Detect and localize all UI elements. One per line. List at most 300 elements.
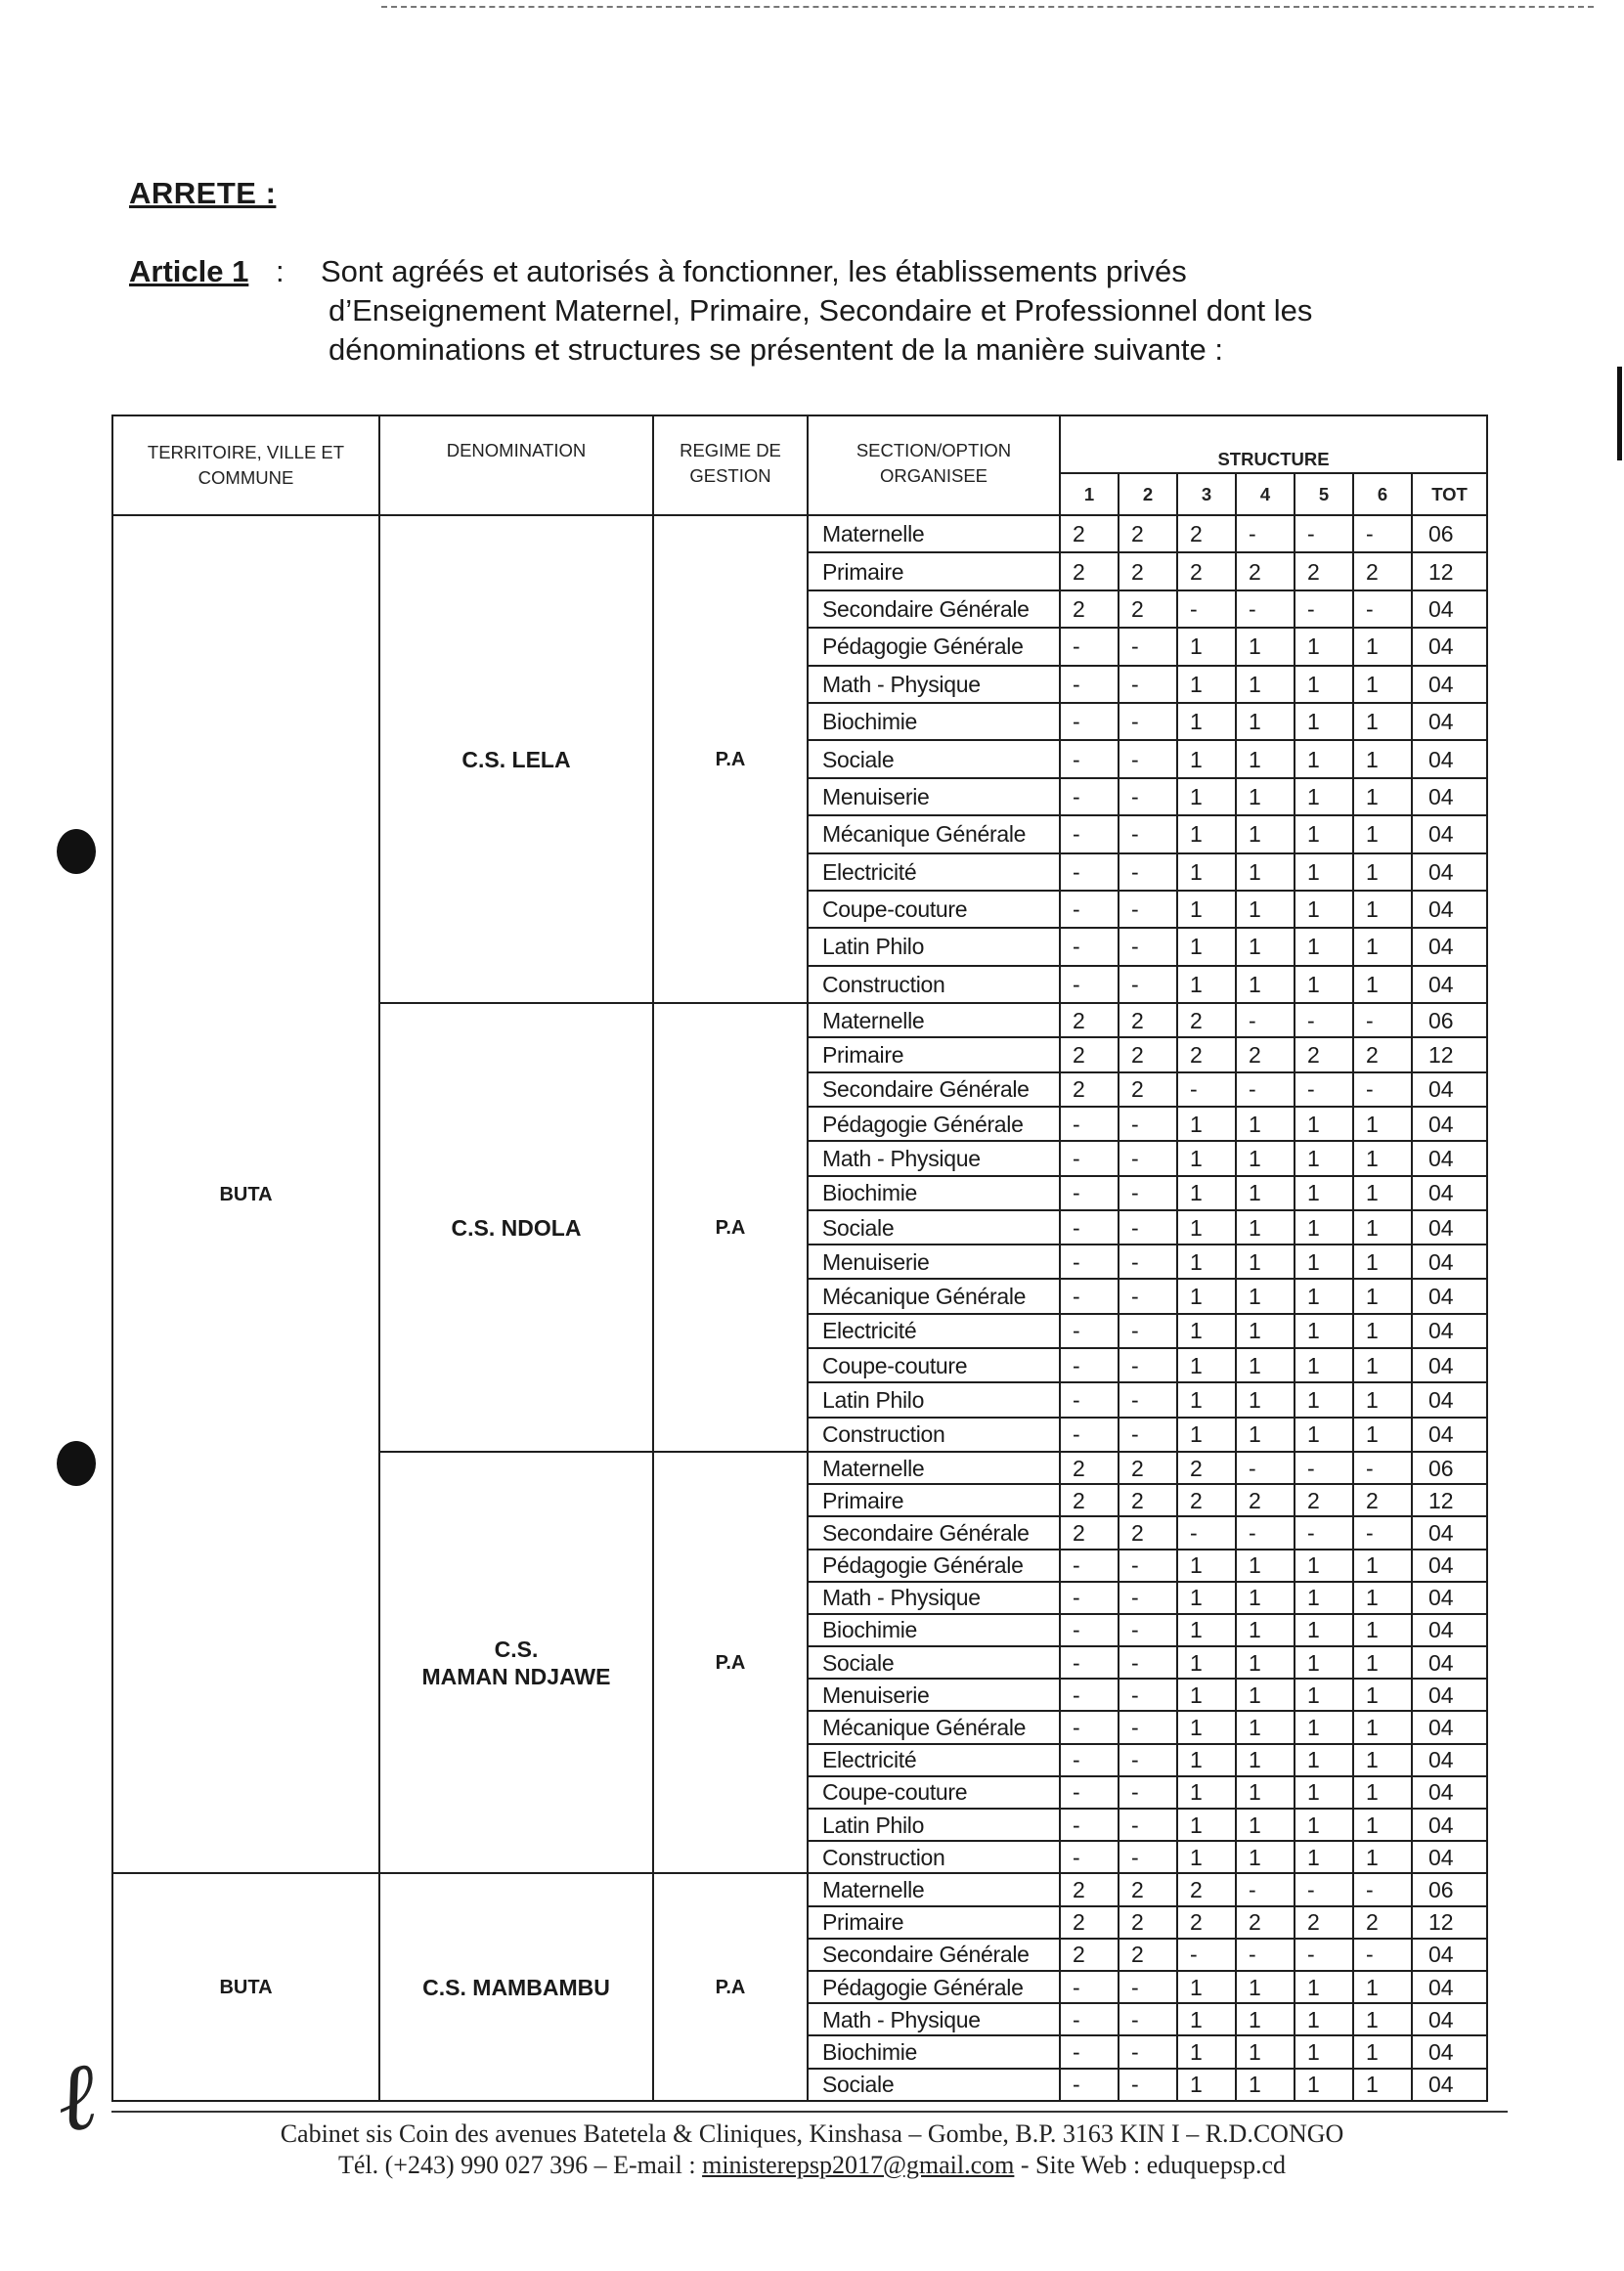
header-col-3: 3 <box>1177 473 1236 515</box>
total-cell: 06 <box>1412 1003 1487 1037</box>
structure-cell: 1 <box>1353 1614 1412 1646</box>
structure-cell: 1 <box>1353 1550 1412 1582</box>
structure-cell: - <box>1177 1516 1236 1549</box>
total-cell: 04 <box>1412 1971 1487 2003</box>
structure-cell: - <box>1119 1971 1177 2003</box>
structure-cell: 1 <box>1295 815 1353 852</box>
section-cell: Primaire <box>808 1906 1060 1939</box>
structure-cell: 1 <box>1177 1107 1236 1141</box>
section-cell: Latin Philo <box>808 928 1060 965</box>
structure-cell: - <box>1060 1382 1119 1417</box>
total-cell: 04 <box>1412 1176 1487 1210</box>
structure-cell: 1 <box>1295 928 1353 965</box>
structure-cell: 2 <box>1060 1873 1119 1905</box>
structure-cell: 1 <box>1177 1245 1236 1279</box>
total-cell: 04 <box>1412 1744 1487 1776</box>
structure-cell: 1 <box>1236 1776 1295 1809</box>
total-cell: 04 <box>1412 1679 1487 1711</box>
structure-cell: 1 <box>1236 740 1295 777</box>
structure-cell: - <box>1236 515 1295 552</box>
structure-cell: 2 <box>1060 1484 1119 1516</box>
structure-cell: 1 <box>1353 1279 1412 1313</box>
total-cell: 04 <box>1412 1245 1487 1279</box>
structure-cell: 1 <box>1236 928 1295 965</box>
header-regime: REGIME DE GESTION <box>653 415 808 515</box>
structure-cell: - <box>1060 628 1119 665</box>
structure-cell: 1 <box>1177 1614 1236 1646</box>
section-cell: Latin Philo <box>808 1809 1060 1841</box>
structure-cell: 1 <box>1177 778 1236 815</box>
structure-cell: - <box>1353 1939 1412 1971</box>
structure-cell: - <box>1119 1614 1177 1646</box>
structure-cell: 1 <box>1177 1382 1236 1417</box>
structure-cell: - <box>1236 1452 1295 1484</box>
structure-cell: 1 <box>1353 740 1412 777</box>
footer-email-link[interactable]: ministerepsp2017@gmail.com <box>702 2151 1015 2179</box>
structure-cell: 1 <box>1236 703 1295 740</box>
regime-cell: P.A <box>653 1873 808 2100</box>
structure-cell: 1 <box>1295 853 1353 891</box>
section-cell: Pédagogie Générale <box>808 628 1060 665</box>
structure-cell: 1 <box>1353 2035 1412 2068</box>
structure-cell: 1 <box>1295 1971 1353 2003</box>
structure-cell: 1 <box>1353 666 1412 703</box>
regime-cell: P.A <box>653 1452 808 1873</box>
total-cell: 12 <box>1412 1906 1487 1939</box>
structure-cell: 1 <box>1353 1646 1412 1679</box>
section-cell: Secondaire Générale <box>808 1072 1060 1107</box>
total-cell: 04 <box>1412 815 1487 852</box>
structure-cell: 1 <box>1236 1279 1295 1313</box>
structure-cell: - <box>1177 1072 1236 1107</box>
total-cell: 04 <box>1412 1614 1487 1646</box>
structure-cell: - <box>1060 966 1119 1003</box>
structure-cell: 2 <box>1060 590 1119 628</box>
structure-cell: 1 <box>1353 2003 1412 2035</box>
total-cell: 04 <box>1412 891 1487 928</box>
structure-cell: 2 <box>1060 1516 1119 1549</box>
structure-cell: 2 <box>1295 1906 1353 1939</box>
header-col-5: 5 <box>1295 473 1353 515</box>
section-cell: Construction <box>808 1841 1060 1873</box>
total-cell: 04 <box>1412 1210 1487 1245</box>
structure-cell: - <box>1295 1003 1353 1037</box>
structure-cell: 2 <box>1177 1003 1236 1037</box>
total-cell: 04 <box>1412 1382 1487 1417</box>
structure-cell: 1 <box>1236 2069 1295 2101</box>
structure-cell: - <box>1060 1679 1119 1711</box>
header-col-tot: TOT <box>1412 473 1487 515</box>
structure-cell: - <box>1295 590 1353 628</box>
structure-cell: - <box>1060 666 1119 703</box>
section-cell: Secondaire Générale <box>808 590 1060 628</box>
structure-cell: - <box>1353 590 1412 628</box>
structure-cell: 2 <box>1060 1072 1119 1107</box>
structure-cell: - <box>1119 666 1177 703</box>
structure-cell: 1 <box>1236 1245 1295 1279</box>
structure-cell: 1 <box>1177 1809 1236 1841</box>
footer-rule <box>111 2111 1508 2113</box>
structure-cell: 1 <box>1353 1776 1412 1809</box>
structure-cell: 2 <box>1119 1516 1177 1549</box>
total-cell: 04 <box>1412 628 1487 665</box>
structure-cell: - <box>1060 740 1119 777</box>
structure-cell: 1 <box>1177 1582 1236 1614</box>
structure-cell: - <box>1119 815 1177 852</box>
structure-cell: 1 <box>1353 1210 1412 1245</box>
header-col-1: 1 <box>1060 473 1119 515</box>
total-cell: 04 <box>1412 1939 1487 1971</box>
structure-cell: - <box>1060 1107 1119 1141</box>
structure-cell: - <box>1119 703 1177 740</box>
section-cell: Pédagogie Générale <box>808 1971 1060 2003</box>
total-cell: 04 <box>1412 966 1487 1003</box>
structure-cell: - <box>1060 1418 1119 1452</box>
structure-cell: 1 <box>1177 1679 1236 1711</box>
structure-cell: 1 <box>1295 1141 1353 1175</box>
section-cell: Maternelle <box>808 1873 1060 1905</box>
section-cell: Pédagogie Générale <box>808 1107 1060 1141</box>
structure-cell: - <box>1060 853 1119 891</box>
structure-cell: 1 <box>1295 1107 1353 1141</box>
structure-cell: 1 <box>1236 1679 1295 1711</box>
total-cell: 04 <box>1412 1107 1487 1141</box>
structure-cell: - <box>1236 1939 1295 1971</box>
total-cell: 04 <box>1412 1646 1487 1679</box>
section-cell: Mécanique Générale <box>808 1711 1060 1743</box>
structure-cell: - <box>1119 2069 1177 2101</box>
structure-cell: 1 <box>1236 2035 1295 2068</box>
structure-cell: 2 <box>1060 1452 1119 1484</box>
structure-cell: - <box>1353 1516 1412 1549</box>
structure-cell: 1 <box>1295 1550 1353 1582</box>
structure-cell: 2 <box>1060 552 1119 590</box>
total-cell: 12 <box>1412 1484 1487 1516</box>
structure-cell: 1 <box>1236 891 1295 928</box>
total-cell: 04 <box>1412 1141 1487 1175</box>
structure-cell: - <box>1119 1348 1177 1382</box>
structure-cell: - <box>1060 1582 1119 1614</box>
structure-cell: 1 <box>1295 778 1353 815</box>
header-col-4: 4 <box>1236 473 1295 515</box>
footer-website: - Site Web : eduquepsp.cd <box>1014 2151 1286 2179</box>
structure-cell: 1 <box>1177 1348 1236 1382</box>
section-cell: Sociale <box>808 1210 1060 1245</box>
structure-cell: - <box>1060 2003 1119 2035</box>
structure-cell: 1 <box>1353 1107 1412 1141</box>
structure-cell: 2 <box>1236 1906 1295 1939</box>
structure-cell: 1 <box>1177 1279 1236 1313</box>
structure-cell: 1 <box>1177 740 1236 777</box>
structure-cell: 1 <box>1236 778 1295 815</box>
structure-cell: - <box>1060 1646 1119 1679</box>
structure-cell: 2 <box>1353 1906 1412 1939</box>
total-cell: 04 <box>1412 853 1487 891</box>
total-cell: 12 <box>1412 552 1487 590</box>
section-cell: Primaire <box>808 1484 1060 1516</box>
structure-cell: 1 <box>1353 1418 1412 1452</box>
section-cell: Math - Physique <box>808 1582 1060 1614</box>
structure-cell: 2 <box>1353 1037 1412 1071</box>
structure-cell: 1 <box>1177 1646 1236 1679</box>
section-cell: Maternelle <box>808 515 1060 552</box>
structure-cell: - <box>1119 1210 1177 1245</box>
structure-cell: - <box>1119 853 1177 891</box>
punch-hole-icon <box>57 829 96 874</box>
section-cell: Latin Philo <box>808 1382 1060 1417</box>
structure-cell: - <box>1119 1646 1177 1679</box>
structure-cell: - <box>1060 778 1119 815</box>
structure-cell: 2 <box>1119 1003 1177 1037</box>
structure-cell: 1 <box>1236 1176 1295 1210</box>
structure-cell: 1 <box>1353 778 1412 815</box>
structure-cell: - <box>1060 1210 1119 1245</box>
article-line-1: Sont agréés et autorisés à fonctionner, les établissements privés <box>321 254 1187 288</box>
structure-cell: 1 <box>1353 1176 1412 1210</box>
structure-cell: - <box>1060 1279 1119 1313</box>
structure-cell: - <box>1119 966 1177 1003</box>
section-cell: Coupe-couture <box>808 891 1060 928</box>
structure-cell: 1 <box>1353 1744 1412 1776</box>
section-cell: Math - Physique <box>808 1141 1060 1175</box>
section-cell: Secondaire Générale <box>808 1939 1060 1971</box>
structure-cell: - <box>1119 1141 1177 1175</box>
structure-cell: 1 <box>1295 1679 1353 1711</box>
territoire-cell: BUTA <box>112 1873 379 2100</box>
structure-cell: 1 <box>1353 1711 1412 1743</box>
structure-cell: - <box>1119 1176 1177 1210</box>
structure-cell: - <box>1119 1679 1177 1711</box>
section-cell: Sociale <box>808 1646 1060 1679</box>
footer-contact <box>0 2151 1624 2180</box>
territoire-cell: BUTA <box>112 515 379 1873</box>
structure-cell: 2 <box>1295 552 1353 590</box>
header-territoire: TERRITOIRE, VILLE ET COMMUNE <box>112 415 379 515</box>
structure-cell: 1 <box>1177 1776 1236 1809</box>
structure-cell: 1 <box>1177 1210 1236 1245</box>
structure-cell: 1 <box>1295 2003 1353 2035</box>
structure-cell: - <box>1353 1072 1412 1107</box>
structure-cell: 1 <box>1295 2069 1353 2101</box>
structure-cell: 1 <box>1177 928 1236 965</box>
structure-cell: 2 <box>1119 552 1177 590</box>
structure-cell: - <box>1060 1348 1119 1382</box>
total-cell: 04 <box>1412 2003 1487 2035</box>
total-cell: 04 <box>1412 1550 1487 1582</box>
structure-cell: - <box>1177 590 1236 628</box>
structure-cell: - <box>1119 1418 1177 1452</box>
structure-cell: 2 <box>1060 515 1119 552</box>
structure-cell: 2 <box>1060 1906 1119 1939</box>
punch-hole-icon <box>57 1441 96 1486</box>
structure-cell: - <box>1236 590 1295 628</box>
structure-cell: - <box>1060 1841 1119 1873</box>
structure-cell: 1 <box>1177 1176 1236 1210</box>
structure-cell: - <box>1119 2003 1177 2035</box>
structure-cell: - <box>1060 703 1119 740</box>
structure-cell: - <box>1060 1550 1119 1582</box>
structure-cell: - <box>1353 1003 1412 1037</box>
structure-cell: 1 <box>1353 1245 1412 1279</box>
structure-cell: - <box>1119 1711 1177 1743</box>
structure-cell: 1 <box>1177 1418 1236 1452</box>
structure-cell: - <box>1119 778 1177 815</box>
structure-cell: 2 <box>1119 1873 1177 1905</box>
schools-structure-table <box>111 415 1488 2102</box>
article-line-3: dénominations et structures se présentent de la manière suivante : <box>329 332 1224 367</box>
structure-cell: 1 <box>1353 1679 1412 1711</box>
total-cell: 04 <box>1412 778 1487 815</box>
total-cell: 04 <box>1412 928 1487 965</box>
structure-cell: 1 <box>1177 1971 1236 2003</box>
scan-edge-mark <box>1617 367 1622 460</box>
article-colon: : <box>276 254 285 288</box>
section-cell: Mécanique Générale <box>808 815 1060 852</box>
structure-cell: 2 <box>1177 552 1236 590</box>
structure-cell: 1 <box>1295 1614 1353 1646</box>
structure-cell: - <box>1119 891 1177 928</box>
structure-cell: - <box>1177 1939 1236 1971</box>
structure-cell: 1 <box>1353 1841 1412 1873</box>
structure-cell: - <box>1060 1809 1119 1841</box>
structure-cell: 1 <box>1236 1744 1295 1776</box>
structure-cell: - <box>1119 1582 1177 1614</box>
structure-cell: 1 <box>1177 2003 1236 2035</box>
section-cell: Coupe-couture <box>808 1776 1060 1809</box>
structure-cell: 2 <box>1119 1906 1177 1939</box>
header-col-2: 2 <box>1119 473 1177 515</box>
section-cell: Math - Physique <box>808 2003 1060 2035</box>
structure-cell: 1 <box>1177 2035 1236 2068</box>
structure-cell: 1 <box>1353 815 1412 852</box>
structure-cell: - <box>1295 1452 1353 1484</box>
structure-cell: - <box>1060 1314 1119 1348</box>
total-cell: 04 <box>1412 1711 1487 1743</box>
arrete-heading: ARRETE : <box>129 176 277 210</box>
structure-cell: 1 <box>1295 891 1353 928</box>
section-cell: Primaire <box>808 1037 1060 1071</box>
header-denomination: DENOMINATION <box>379 415 653 515</box>
section-cell: Biochimie <box>808 1176 1060 1210</box>
section-cell: Maternelle <box>808 1452 1060 1484</box>
structure-cell: 2 <box>1177 1906 1236 1939</box>
structure-cell: - <box>1060 1245 1119 1279</box>
structure-cell: 2 <box>1177 1484 1236 1516</box>
structure-cell: 1 <box>1353 628 1412 665</box>
structure-cell: 1 <box>1295 1646 1353 1679</box>
section-cell: Biochimie <box>808 1614 1060 1646</box>
structure-cell: - <box>1060 1711 1119 1743</box>
structure-cell: 1 <box>1236 1711 1295 1743</box>
structure-cell: 2 <box>1353 552 1412 590</box>
structure-cell: - <box>1119 1107 1177 1141</box>
structure-cell: 1 <box>1236 2003 1295 2035</box>
structure-cell: 1 <box>1295 966 1353 1003</box>
structure-cell: - <box>1060 1141 1119 1175</box>
section-cell: Construction <box>808 1418 1060 1452</box>
article-label: Article 1 <box>129 254 249 288</box>
structure-cell: 1 <box>1353 1314 1412 1348</box>
structure-cell: - <box>1060 2069 1119 2101</box>
total-cell: 04 <box>1412 1418 1487 1452</box>
structure-cell: 1 <box>1295 1776 1353 1809</box>
structure-cell: 1 <box>1236 1971 1295 2003</box>
structure-cell: 1 <box>1236 1382 1295 1417</box>
total-cell: 04 <box>1412 2069 1487 2101</box>
regime-cell: P.A <box>653 515 808 1003</box>
structure-cell: 1 <box>1295 740 1353 777</box>
section-cell: Menuiserie <box>808 1245 1060 1279</box>
structure-cell: 1 <box>1177 966 1236 1003</box>
structure-cell: - <box>1236 1873 1295 1905</box>
section-cell: Sociale <box>808 740 1060 777</box>
structure-cell: 1 <box>1353 1971 1412 2003</box>
total-cell: 04 <box>1412 1841 1487 1873</box>
structure-cell: 1 <box>1295 1245 1353 1279</box>
structure-cell: 1 <box>1295 1744 1353 1776</box>
structure-cell: - <box>1353 1452 1412 1484</box>
structure-cell: 1 <box>1236 815 1295 852</box>
structure-cell: 1 <box>1236 1418 1295 1452</box>
structure-cell: - <box>1119 2035 1177 2068</box>
structure-cell: 1 <box>1177 628 1236 665</box>
structure-cell: 1 <box>1295 1841 1353 1873</box>
structure-cell: 1 <box>1236 1141 1295 1175</box>
structure-cell: - <box>1353 515 1412 552</box>
structure-cell: - <box>1295 515 1353 552</box>
structure-cell: 1 <box>1295 1279 1353 1313</box>
structure-cell: 1 <box>1353 1141 1412 1175</box>
structure-cell: 1 <box>1236 628 1295 665</box>
structure-cell: 1 <box>1236 1550 1295 1582</box>
structure-cell: 1 <box>1295 1382 1353 1417</box>
structure-cell: 1 <box>1177 891 1236 928</box>
structure-cell: - <box>1119 1245 1177 1279</box>
section-cell: Maternelle <box>808 1003 1060 1037</box>
structure-cell: - <box>1236 1516 1295 1549</box>
total-cell: 06 <box>1412 1873 1487 1905</box>
structure-cell: - <box>1119 1279 1177 1313</box>
structure-cell: - <box>1060 1776 1119 1809</box>
structure-cell: - <box>1060 1614 1119 1646</box>
total-cell: 04 <box>1412 740 1487 777</box>
structure-cell: 1 <box>1295 703 1353 740</box>
structure-cell: 1 <box>1236 1841 1295 1873</box>
structure-cell: 1 <box>1353 891 1412 928</box>
total-cell: 04 <box>1412 703 1487 740</box>
table-row <box>112 515 1487 552</box>
total-cell: 04 <box>1412 1348 1487 1382</box>
section-cell: Mécanique Générale <box>808 1279 1060 1313</box>
structure-cell: 1 <box>1295 1348 1353 1382</box>
structure-cell: 1 <box>1353 966 1412 1003</box>
structure-cell: - <box>1119 740 1177 777</box>
structure-cell: 2 <box>1060 1037 1119 1071</box>
structure-cell: 1 <box>1295 1418 1353 1452</box>
article-1 <box>129 252 1439 367</box>
total-cell: 06 <box>1412 1452 1487 1484</box>
total-cell: 04 <box>1412 1516 1487 1549</box>
structure-cell: 1 <box>1295 628 1353 665</box>
structure-cell: - <box>1060 2035 1119 2068</box>
structure-cell: 1 <box>1295 1176 1353 1210</box>
structure-cell: 1 <box>1236 666 1295 703</box>
structure-cell: 2 <box>1119 590 1177 628</box>
structure-cell: 1 <box>1353 1582 1412 1614</box>
structure-cell: 2 <box>1177 1452 1236 1484</box>
structure-cell: 1 <box>1236 966 1295 1003</box>
structure-cell: 2 <box>1353 1484 1412 1516</box>
